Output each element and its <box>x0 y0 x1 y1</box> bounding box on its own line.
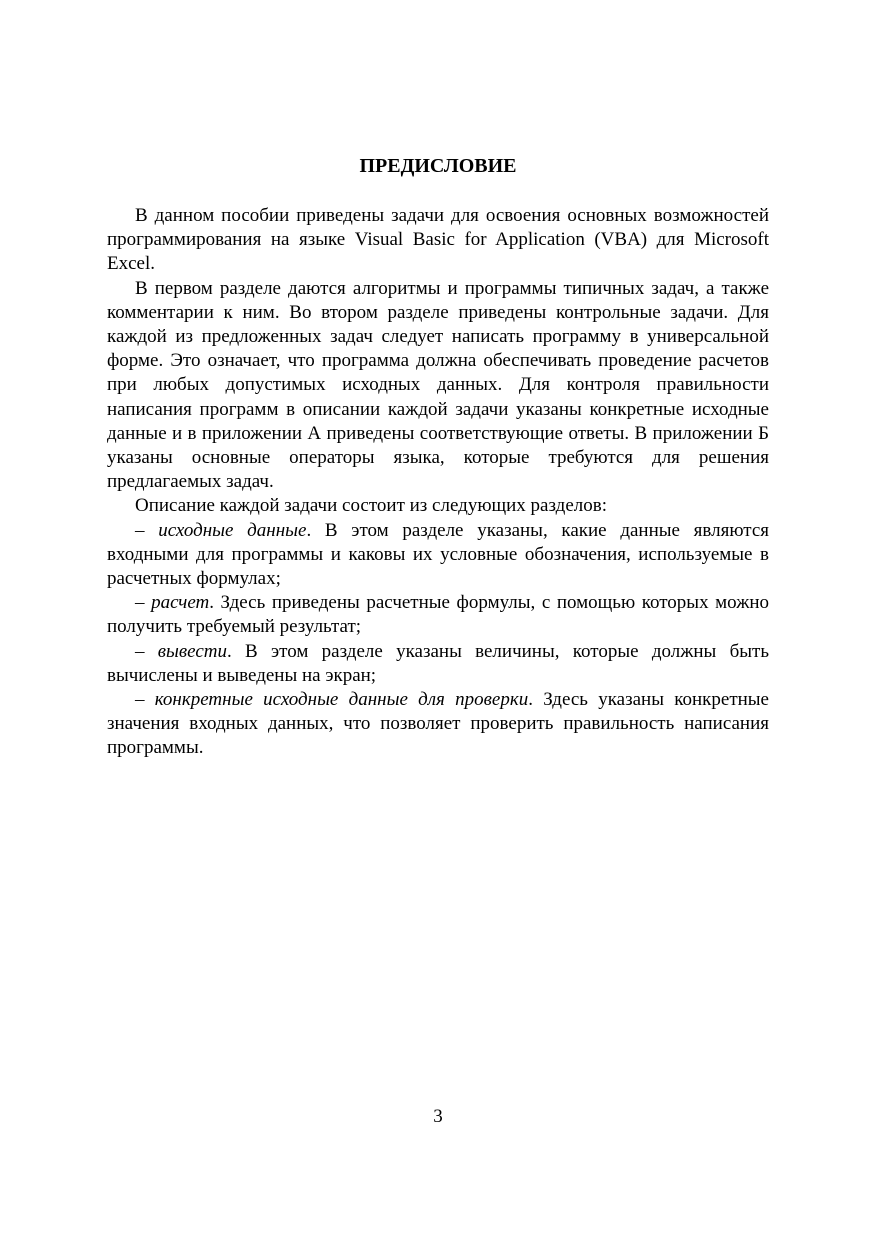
page-title: ПРЕДИСЛОВИЕ <box>359 155 517 177</box>
list-item-output <box>107 640 769 688</box>
list-dash: – <box>135 689 155 711</box>
paragraph-sections-overview: В первом разделе даются алгоритмы и программы типичных задач, а также комментарии к ним. Во втором разделе приведены контрольные задачи. Для каждой из предложенных задач следует написать программу в универсальной форме. Это означает, что программа должна обеспечивать проведение расчетов при любых допустимых исходных данных. Для контроля правильности написания программ в описании каждой задачи указаны конкретные исходные данные и в приложении А приведены соответствующие ответы. В приложении Б указаны основные операторы языка, которые требуются для решения предлагаемых задач. <box>107 277 769 493</box>
page-number: 3 <box>433 1106 443 1127</box>
list-text: . Здесь указаны конкретные значения входных данных, что позволяет проверить правильность написания программы. <box>107 689 769 759</box>
paragraph-task-structure: Описание каждой задачи состоит из следующих разделов: <box>135 495 607 517</box>
list-item-calculation <box>107 591 769 639</box>
list-term: конкретные исходные данные для проверки <box>154 689 529 711</box>
list-text: . В этом разделе указаны величины, которые должны быть вычислены и выведены на экран; <box>107 640 769 686</box>
body-text <box>107 204 769 761</box>
list-dash: – <box>135 640 158 662</box>
list-dash: – <box>135 592 152 614</box>
list-term: расчет <box>151 592 210 614</box>
list-text: . Здесь приведены расчетные формулы, с помощью которых можно получить требуемый результат; <box>107 592 769 638</box>
list-term: вывести <box>157 640 227 662</box>
list-item-test-data <box>107 688 769 761</box>
list-text: . В этом разделе указаны, какие данные являются входными для программы и каковы их условные обозначения, используемые в расчетных формулах; <box>107 519 770 590</box>
list-term: исходные данные <box>158 519 307 541</box>
paragraph-intro: В данном пособии приведены задачи для освоения основных возможностей программирования на языке Visual Basic for Application (VBA) для Microsoft Excel. <box>107 205 769 275</box>
list-item-initial-data <box>107 519 769 592</box>
list-dash: – <box>135 519 159 541</box>
